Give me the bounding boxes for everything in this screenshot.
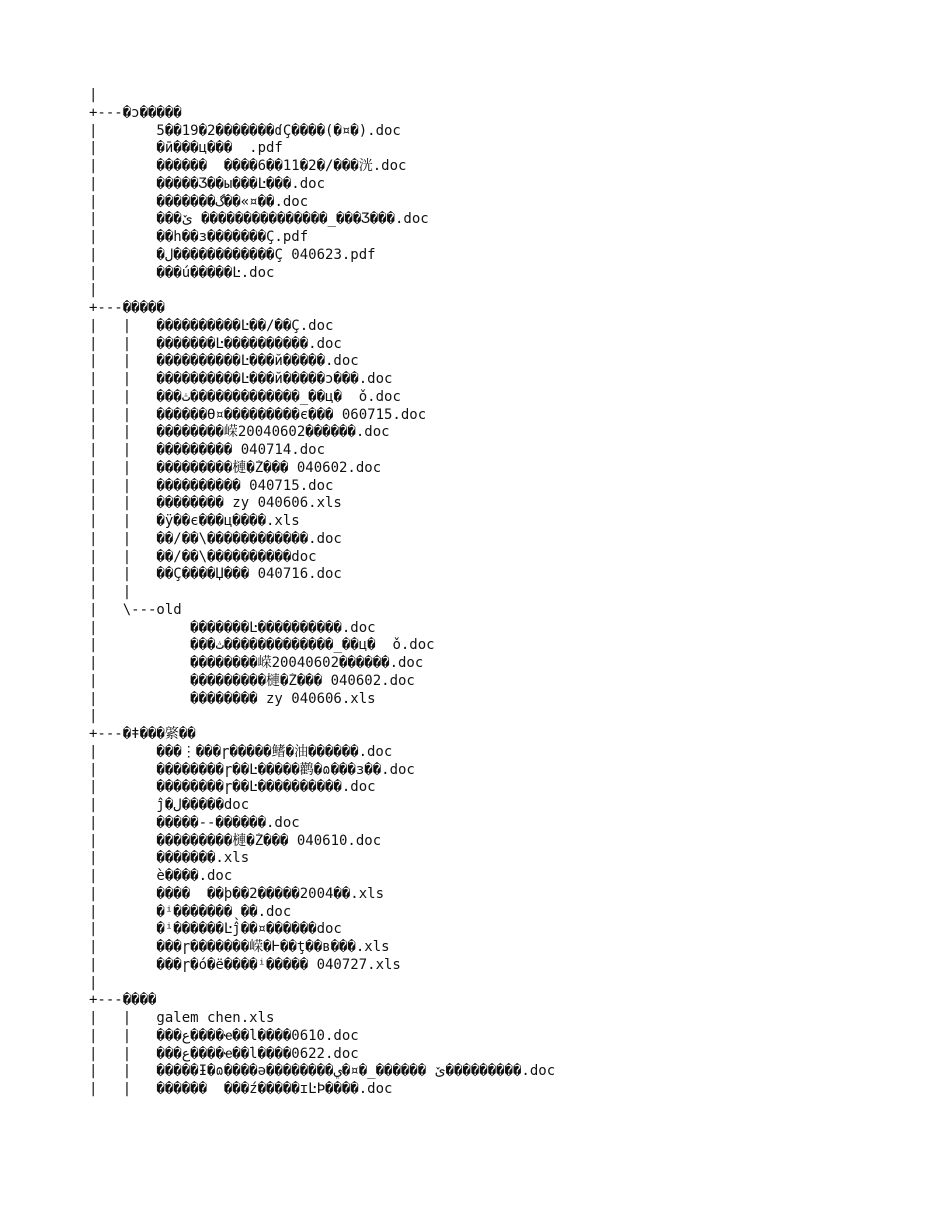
tree-line: | | ���������槤�Ž��� 040602.doc	[89, 459, 382, 476]
tree-line: | ���������槤�Ž��� 040602.doc	[89, 672, 415, 689]
tree-line: | ���ú�����Ŀ.doc	[89, 264, 275, 281]
tree-line: | ��������ɼ��Ŀ�����鹳�ɷ���з��.doc	[89, 761, 415, 778]
tree-line: | | ����������Ŀ���й�����.doc	[89, 353, 359, 370]
tree-line: | | ���������� 040715.doc	[89, 477, 334, 494]
tree-line: | | �������Ŀ����������.doc	[89, 335, 342, 352]
tree-line: |	[89, 974, 98, 991]
tree-line: | | ������ ���ź�����ɪĿϷ����.doc	[89, 1081, 393, 1097]
tree-line: |	[89, 282, 98, 299]
tree-line: | �����--������.doc	[89, 814, 300, 831]
tree-line: | | ��/��\����������doc	[89, 548, 317, 565]
tree-line: | |	[89, 584, 132, 600]
tree-line: +---�ǂ���綮��	[89, 726, 196, 742]
tree-line: | ���������槤�Ž��� 040610.doc	[89, 832, 382, 849]
tree-line: | ��������ɼ��Ŀ����������.doc	[89, 779, 376, 796]
tree-line: | ���� ��þ��2�����2004��.xls	[89, 885, 385, 902]
tree-line: | | �������� zy 040606.xls	[89, 495, 342, 512]
tree-line: | �ⁱ�������ˎ��.doc	[89, 903, 292, 920]
tree-line: | | ������ϴ¤���������є��� 060715.doc	[89, 406, 427, 423]
tree-line: | ѐ����.doc	[89, 868, 233, 884]
tree-line: | | ���ع����ҽ��ĺ����0610.doc	[89, 1027, 359, 1044]
tree-line: | | ���ث�������������_��ц� ǒ.doc	[89, 388, 401, 405]
tree-line: | �������� zy 040606.xls	[89, 690, 376, 707]
tree-line: +---����	[89, 992, 157, 1009]
tree-line: | �����Ʒ��ы���Ŀ���.doc	[89, 175, 326, 192]
tree-line: | �������.xls	[89, 850, 250, 867]
tree-line: | ��������嵘20040602������.doc	[89, 655, 424, 671]
tree-line: | ���ێ ���������������_���Ʒ���.doc	[89, 211, 429, 228]
tree-line: | | galem chen.xls	[89, 1010, 275, 1026]
tree-line: | �ل������������Ç 040623.pdf	[89, 246, 376, 263]
tree-line: | 5��19�2�������ɗÇ����(�¤�).doc	[89, 122, 401, 139]
tree-line: | | ���ع����ҽ��ĺ����0622.doc	[89, 1045, 359, 1062]
tree-line: | �������گ��«¤��.doc	[89, 193, 309, 210]
tree-line: | | ��������� 040714.doc	[89, 442, 326, 458]
tree-line: | | �ÿ��є���ц����.xls	[89, 513, 300, 529]
tree-line: | ���ɼ�������嵘�Ⱶ��ţ��в���.xls	[89, 939, 390, 955]
tree-line: | ���ɼ�ó�ё����ⁱ����� 040727.xls	[89, 956, 401, 973]
tree-line: | �ӣ���ц��� .pdf	[89, 140, 283, 157]
tree-line: | | ��Ç����Џ��� 040716.doc	[89, 566, 342, 583]
tree-line: |	[89, 708, 98, 725]
tree-line: | | ��/��\������������.doc	[89, 530, 342, 547]
tree-line: | ĵ�ل�����doc	[89, 797, 250, 813]
tree-line: | ���⋮���ɼ�����鳍�油������.doc	[89, 743, 393, 760]
tree-line: | �ⁱ������Ŀĵ��¤������doc	[89, 921, 342, 938]
tree-line: | �������Ŀ����������.doc	[89, 619, 376, 636]
tree-line: | \---old	[89, 601, 182, 618]
tree-line: +---�����	[89, 300, 165, 316]
tree-line: |	[89, 87, 98, 103]
tree-line: | ������ ����6��11�2�/���洸.doc	[89, 158, 407, 174]
tree-line: | | �����Ɨ�ɷ����ǝ��������ێ ������_�¤�ي���������.doc	[89, 1063, 556, 1080]
tree-line: | | ����������Ŀ���й�����ɔ���.doc	[89, 371, 393, 387]
tree-line: +---�ɔ�����	[89, 104, 182, 121]
tree-line: | | ��������嵘20040602������.doc	[89, 424, 390, 441]
tree-line: | | ����������Ŀ��/��Ç.doc	[89, 317, 334, 334]
tree-line: | ��һ��з�������Ç.pdf	[89, 229, 309, 245]
tree-line: | ���ث�������������_��ц� ǒ.doc	[89, 637, 435, 654]
directory-tree-listing	[89, 87, 939, 1099]
